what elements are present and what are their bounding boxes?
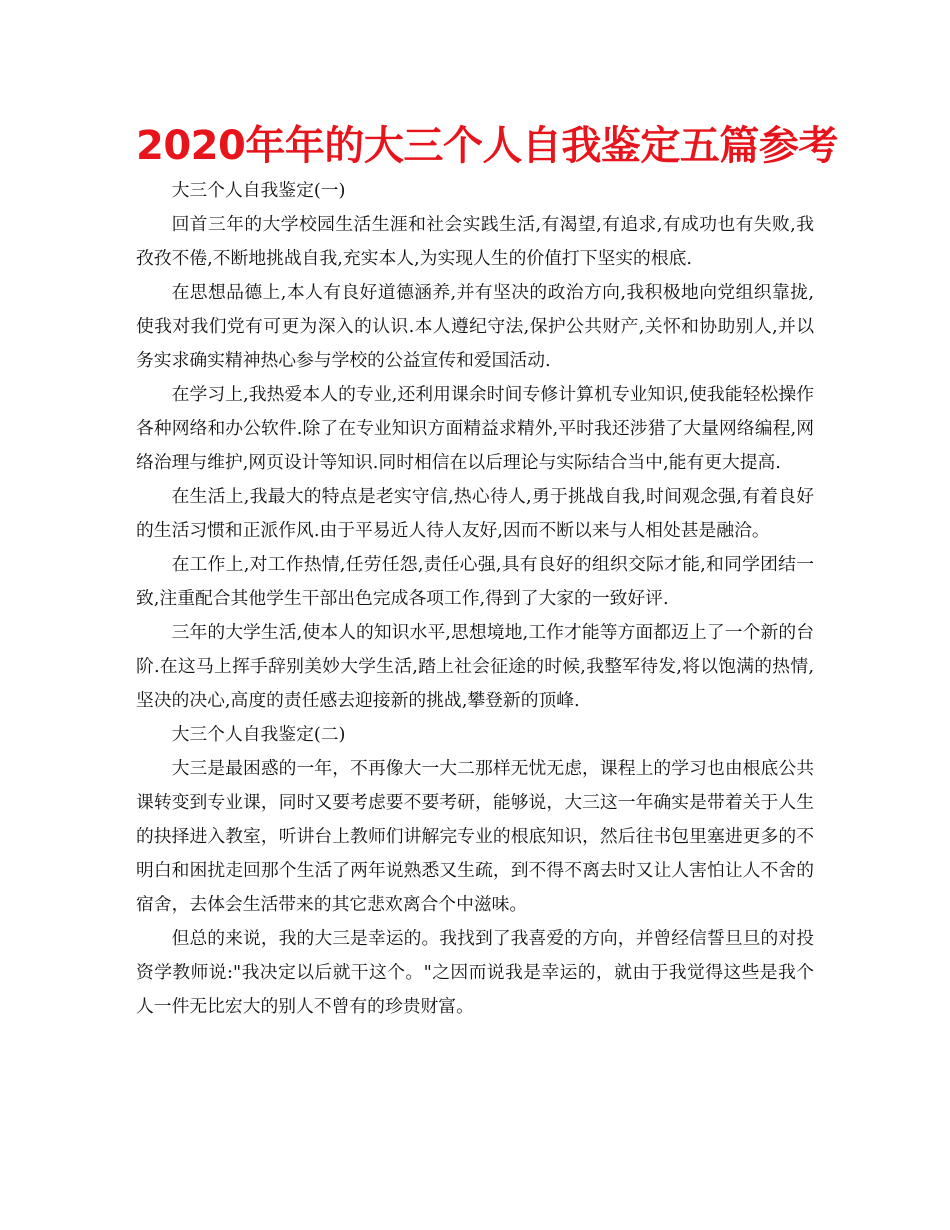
paragraph: 三年的大学生活,使本人的知识水平,思想境地,工作才能等方面都迈上了一个新的台阶.在这马上挥手辞别美妙大学生活,踏上社会征途的时候,我整军待发,将以饱满的热情,坚决的决心,高度的责任感去迎接新的挑战,攀登新的顶峰. — [136, 622, 814, 711]
paragraph: 在工作上,对工作热情,任劳任怨,责任心强,具有良好的组织交际才能,和同学团结一致,注重配合其他学生干部出色完成各项工作,得到了大家的一致好评. — [136, 554, 814, 609]
section-heading-1: 大三个人自我鉴定(一) — [171, 180, 346, 201]
paragraph: 在生活上,我最大的特点是老实守信,热心待人,勇于挑战自我,时间观念强,有着良好的生活习惯和正派作风.由于平易近人待人友好,因而不断以来与人相处甚是融洽。 — [136, 486, 814, 541]
section-heading-2: 大三个人自我鉴定(二) — [171, 724, 346, 745]
paragraph: 在学习上,我热爱本人的专业,还利用课余时间专修计算机专业知识,使我能轻松操作各种网络和办公软件.除了在专业知识方面精益求精外,平时我还涉猎了大量网络编程,网络治理与维护,网页设计等知识.同时相信在以后理论与实际结合当中,能有更大提高. — [136, 384, 814, 473]
paragraph: 在思想品德上,本人有良好道德涵养,并有坚决的政治方向,我积极地向党组织靠拢,使我对我们党有可更为深入的认识.本人遵纪守法,保护公共财产,关怀和协助别人,并以务实求确实精神热心参与学校的公益宣传和爱国活动. — [136, 282, 814, 371]
paragraph: 大三是最困惑的一年，不再像大一大二那样无忧无虑，课程上的学习也由根底公共课转变到专业课，同时又要考虑要不要考研，能够说，大三这一年确实是带着关于人生的抉择进入教室，听讲台上教师们讲解完专业的根底知识，然后往书包里塞进更多的不明白和困扰走回那个生活了两年说熟悉又生疏，到不得不离去时又让人害怕让人不舍的宿舍，去体会生活带来的其它悲欢离合个中滋味。 — [136, 758, 814, 915]
paragraph: 回首三年的大学校园生活生涯和社会实践生活,有渴望,有追求,有成功也有失败,我孜孜不倦,不断地挑战自我,充实本人,为实现人生的价值打下坚实的根底. — [136, 214, 814, 269]
paragraph: 但总的来说，我的大三是幸运的。我找到了我喜爱的方向，并曾经信誓旦旦的对投资学教师说:"我决定以后就干这个。"之因而说我是幸运的，就由于我觉得这些是我个人一件无比宏大的别人不曾有的珍贵财富。 — [136, 928, 814, 1017]
document-title: 2020年年的大三个人自我鉴定五篇参考 — [136, 123, 838, 169]
